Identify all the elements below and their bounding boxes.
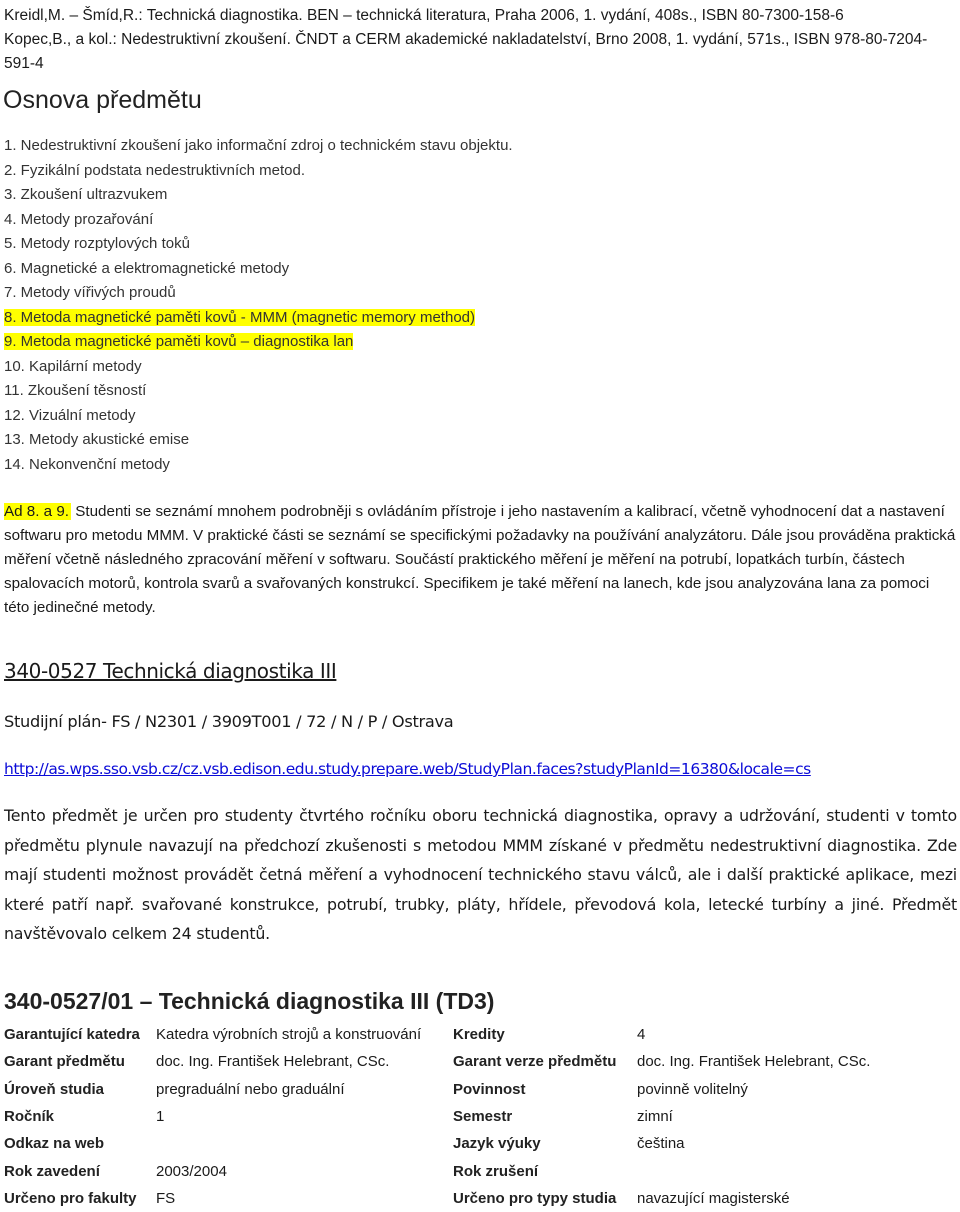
info-value: doc. Ing. František Helebrant, CSc. <box>156 1053 390 1071</box>
info-value: pregraduální nebo graduální <box>156 1080 345 1098</box>
outline-item-highlighted: 9. Metoda magnetické paměti kovů – diagnostika lan <box>4 333 354 350</box>
reference-item: Kopec,B., a kol.: Nedestruktivní zkoušení. ČNDT a CERM akademické nakladatelství, Brno 2008, 1. vydání, 571s., ISBN 978-80-7204-591-4 <box>4 31 928 72</box>
outline-item: 1. Nedestruktivní zkoušení jako informační zdroj o technickém stavu objektu. <box>4 137 513 154</box>
outline-item: 5. Metody rozptylových toků <box>4 235 190 252</box>
info-label: Kredity <box>453 1026 505 1044</box>
ad-note-prefix: Ad 8. a 9. <box>4 503 70 520</box>
outline-item: 14. Nekonvenční metody <box>4 455 170 473</box>
info-label: Povinnost <box>453 1080 526 1098</box>
info-value <box>156 1130 453 1157</box>
subject-heading: 340-0527 Technická diagnostika III <box>4 659 337 683</box>
table-row <box>4 1130 957 1157</box>
info-label: Garant verze předmětu <box>453 1053 617 1071</box>
ad-note-paragraph <box>4 500 956 620</box>
info-label: Rok zavedení <box>4 1162 100 1180</box>
info-label: Garantující katedra <box>4 1026 140 1044</box>
course-title: 340-0527/01 – Technická diagnostika III (TD3) <box>4 988 495 1014</box>
outline-item: 7. Metody vířivých proudů <box>4 284 176 301</box>
info-value: doc. Ing. František Helebrant, CSc. <box>637 1053 871 1071</box>
outline-item: 4. Metody prozařování <box>4 210 154 228</box>
info-value: 1 <box>156 1108 165 1126</box>
course-info-table <box>4 1021 957 1212</box>
table-row <box>4 1048 957 1075</box>
course-description: Tento předmět je určen pro studenty čtvrtého ročníku oboru technická diagnostika, opravy a udržování, studenti v tomto předmětu plynule navazují na předchozí zkušenosti s metodou MMM získané v předmětu nedestruktivní diagnostika. Zde mají studenti možnost provádět četná měření a vyhodnocení technického stavu válců, ale i další praktické aplikace, mezi které patří např. svařované konstrukce, potrubí, trubky, pláty, hřídele, převodová kola, letecké turbíny a jiné. Předmět navštěvovalo celkem 24 studentů. <box>4 806 957 944</box>
references <box>4 4 954 76</box>
info-value: 4 <box>637 1026 646 1044</box>
info-value: čeština <box>637 1135 685 1153</box>
study-plan: Studijní plán- FS / N2301 / 3909T001 / 72 / N / P / Ostrava <box>4 712 454 731</box>
outline-list <box>4 134 513 477</box>
table-row <box>4 1021 957 1048</box>
info-value: 2003/2004 <box>156 1162 227 1180</box>
info-value: zimní <box>637 1108 673 1126</box>
info-label: Ročník <box>4 1108 55 1126</box>
info-label: Rok zrušení <box>453 1162 539 1180</box>
table-row <box>4 1157 957 1184</box>
info-value <box>637 1157 957 1184</box>
info-label: Úroveň studia <box>4 1080 105 1098</box>
table-row <box>4 1076 957 1103</box>
outline-item: 11. Zkoušení těsností <box>4 382 147 399</box>
info-label: Určeno pro typy studia <box>453 1189 617 1207</box>
ad-note-text: Studenti se seznámí mnohem podrobněji s ovládáním přístroje i jeho nastavením a kalibrací, včetně vyhodnocení dat a nastavení softwaru pro metodu MMM. V praktické části se seznámí se specifickými požadavky na používání analyzátoru. Dále jsou prováděna praktická měření včetně následného zpracování měření v softwaru. Součástí praktického měření je měření na potrubí, lopatkách turbín, částech spalovacích motorů, kontrola svarů a svařovaných konstrukcí. Specifikem je také měření na lanech, kde jsou analyzována lana za pomoci této jedinečné metody. <box>4 503 956 616</box>
outline-item: 12. Vizuální metody <box>4 406 136 424</box>
study-plan-link[interactable]: http://as.wps.sso.vsb.cz/cz.vsb.edison.edu.study.prepare.web/StudyPlan.faces?studyPlanId=16380&locale=cs <box>4 760 811 778</box>
outline-item-highlighted: 8. Metoda magnetické paměti kovů - MMM (magnetic memory method) <box>4 308 475 326</box>
info-label: Semestr <box>453 1108 513 1126</box>
reference-item: Kreidl,M. – Šmíd,R.: Technická diagnostika. BEN – technická literatura, Praha 2006, 1. vydání, 408s., ISBN 80-7300-158-6 <box>4 7 844 24</box>
outline-item: 3. Zkoušení ultrazvukem <box>4 186 168 203</box>
outline-heading: Osnova předmětu <box>3 86 202 114</box>
info-value: Katedra výrobních strojů a konstruování <box>156 1026 422 1044</box>
info-value: FS <box>156 1189 176 1207</box>
info-label: Garant předmětu <box>4 1053 125 1071</box>
outline-item: 2. Fyzikální podstata nedestruktivních metod. <box>4 161 305 179</box>
outline-item: 10. Kapilární metody <box>4 357 142 375</box>
info-label: Odkaz na web <box>4 1135 105 1153</box>
info-label: Jazyk výuky <box>453 1135 541 1153</box>
outline-item: 6. Magnetické a elektromagnetické metody <box>4 259 290 277</box>
info-value: navazující magisterské <box>637 1189 790 1207</box>
outline-item: 13. Metody akustické emise <box>4 431 190 448</box>
info-label: Určeno pro fakulty <box>4 1189 137 1207</box>
table-row <box>4 1103 957 1130</box>
info-value: povinně volitelný <box>637 1080 748 1098</box>
